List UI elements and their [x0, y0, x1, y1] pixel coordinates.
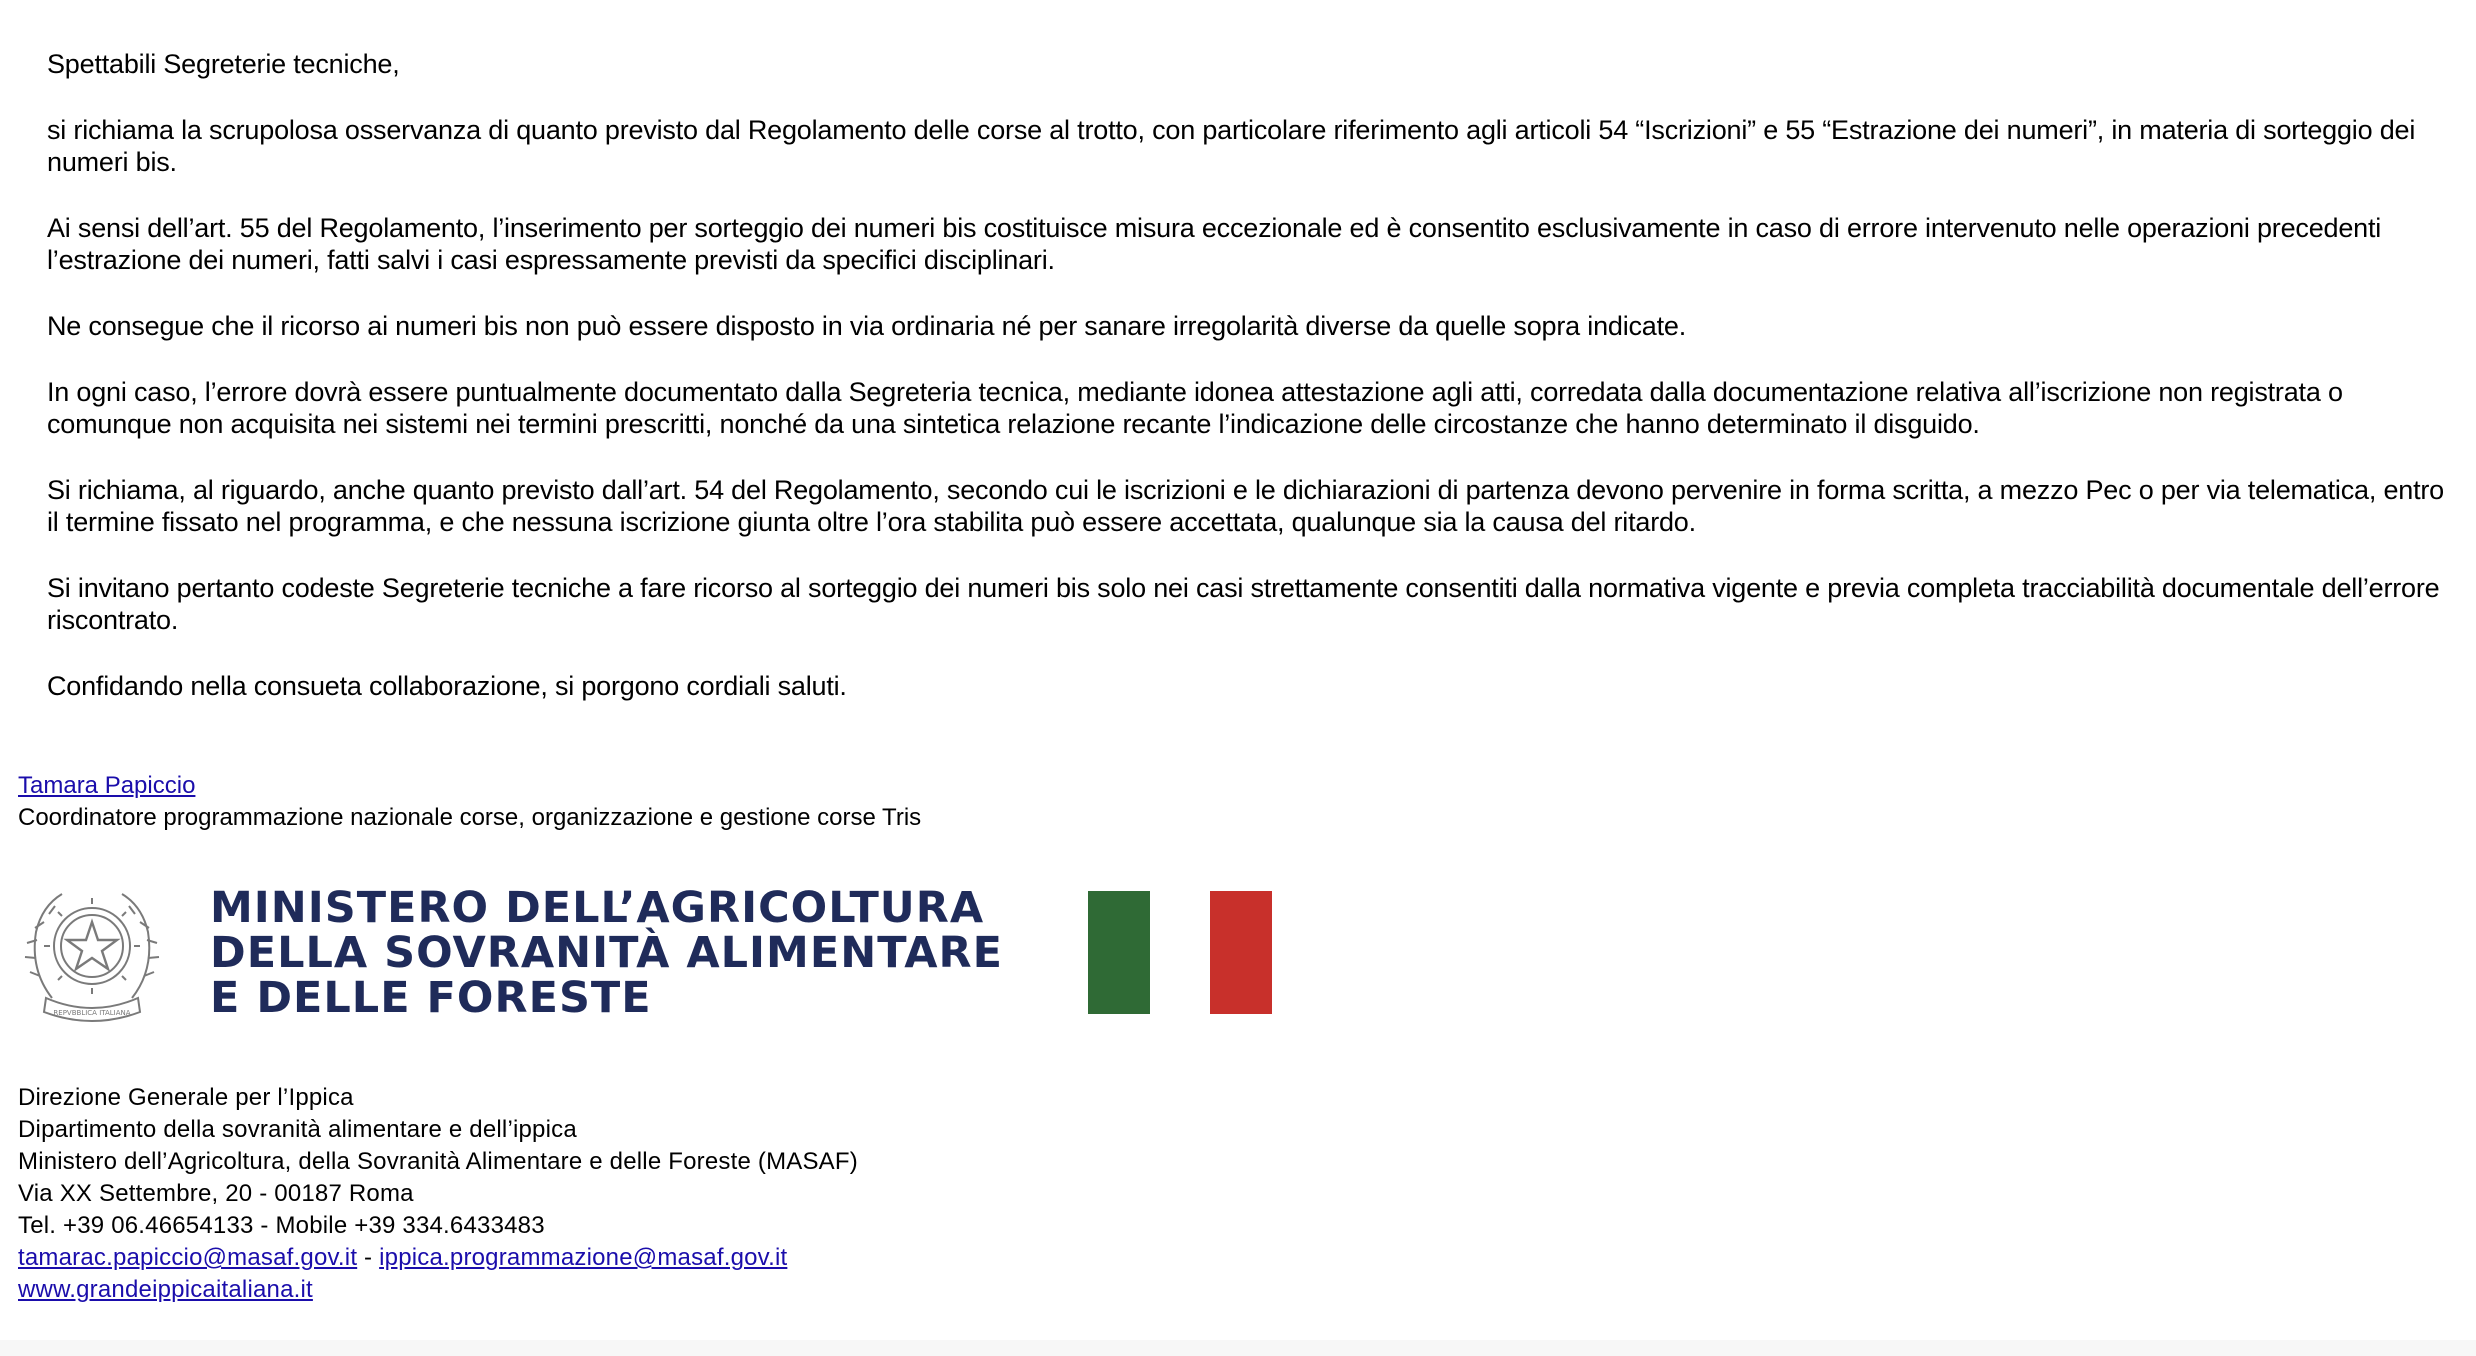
italian-republic-emblem-icon	[22, 880, 162, 1030]
paragraph-intro: si richiama la scrupolosa osservanza di quanto previsto dal Regolamento delle corse al trotto, con particolare riferimento agli articoli 54 “Iscrizioni” e 55 “Estrazione dei numeri”, in materia di sorteggio dei numeri bis.	[47, 115, 2416, 177]
footer-direction: Direzione Generale per l’Ippica	[18, 1084, 354, 1111]
bottom-divider	[0, 1340, 2476, 1356]
signature-role: Coordinatore programmazione nazionale corse, organizzazione e gestione corse Tris	[18, 804, 922, 831]
paragraph-consequence: Ne consegue che il ricorso ai numeri bis non può essere disposto in via ordinaria né per sanare irregolarità diverse da quelle sopra indicate.	[47, 311, 1687, 341]
ministry-title-line-2: DELLA SOVRANITÀ ALIMENTARE	[210, 928, 1003, 978]
footer-ministry: Ministero dell’Agricoltura, della Sovranità Alimentare e delle Foreste (MASAF)	[18, 1148, 858, 1175]
website-link[interactable]: www.grandeippicaitaliana.it	[18, 1276, 313, 1303]
email-separator: -	[357, 1244, 380, 1271]
flag-green-band	[1088, 891, 1150, 1014]
footer-address: Via XX Settembre, 20 - 00187 Roma	[18, 1180, 414, 1207]
email-link-programmazione[interactable]: ippica.programmazione@masaf.gov.it	[379, 1244, 788, 1271]
paragraph-art54: Si richiama, al riguardo, anche quanto previsto dall’art. 54 del Regolamento, secondo cui le iscrizioni e le dichiarazioni di partenza devono pervenire in forma scritta, a mezzo Pec o per via telematica, entro il termine fissato nel programma, e che nessuna iscrizione giunta oltre l’ora stabilita può essere accettata, qualunque sia la causa del ritardo.	[47, 475, 2444, 537]
ministry-title-line-3: E DELLE FORESTE	[210, 973, 652, 1023]
ministry-logo	[22, 880, 1282, 1030]
paragraph-art55: Ai sensi dell’art. 55 del Regolamento, l’inserimento per sorteggio dei numeri bis costituisce misura eccezionale ed è consentito esclusivamente in caso di errore intervenuto nelle operazioni precedenti l’estrazione dei numeri, fatti salvi i casi espressamente previsti da specifici disciplinari.	[47, 213, 2382, 275]
ministry-title-line-1: MINISTERO DELL’AGRICOLTURA	[210, 883, 985, 933]
closing: Confidando nella consueta collaborazione, si porgono cordiali saluti.	[47, 671, 847, 701]
signature-block	[18, 770, 1418, 834]
footer-emails	[18, 1242, 1418, 1274]
contact-footer	[18, 1082, 1418, 1306]
footer-department: Dipartimento della sovranità alimentare e dell’ippica	[18, 1116, 577, 1143]
greeting: Spettabili Segreterie tecniche,	[47, 49, 400, 79]
emblem-ribbon-text: REPVBBLICA ITALIANA	[53, 1009, 131, 1017]
flag-red-band	[1210, 891, 1272, 1014]
email-link-papiccio[interactable]: tamarac.papiccio@masaf.gov.it	[18, 1244, 358, 1271]
ministry-title	[210, 883, 1003, 1023]
paragraph-invitation: Si invitano pertanto codeste Segreterie tecniche a fare ricorso al sorteggio dei numeri bis solo nei casi strettamente consentiti dalla normativa vigente e previa completa tracciabilità documentale dell’errore riscontrato.	[47, 573, 2440, 635]
footer-phone: Tel. +39 06.46654133 - Mobile +39 334.6433483	[18, 1212, 545, 1239]
email-body	[47, 48, 2457, 736]
paragraph-documentation: In ogni caso, l’errore dovrà essere puntualmente documentato dalla Segreteria tecnica, mediante idonea attestazione agli atti, corredata dalla documentazione relativa all’iscrizione non registrata o comunque non acquisita nei sistemi nei termini prescritti, nonché da una sintetica relazione recante l’indicazione delle circostanze che hanno determinato il disguido.	[47, 377, 2343, 439]
signature-name-link[interactable]: Tamara Papiccio	[18, 772, 196, 799]
